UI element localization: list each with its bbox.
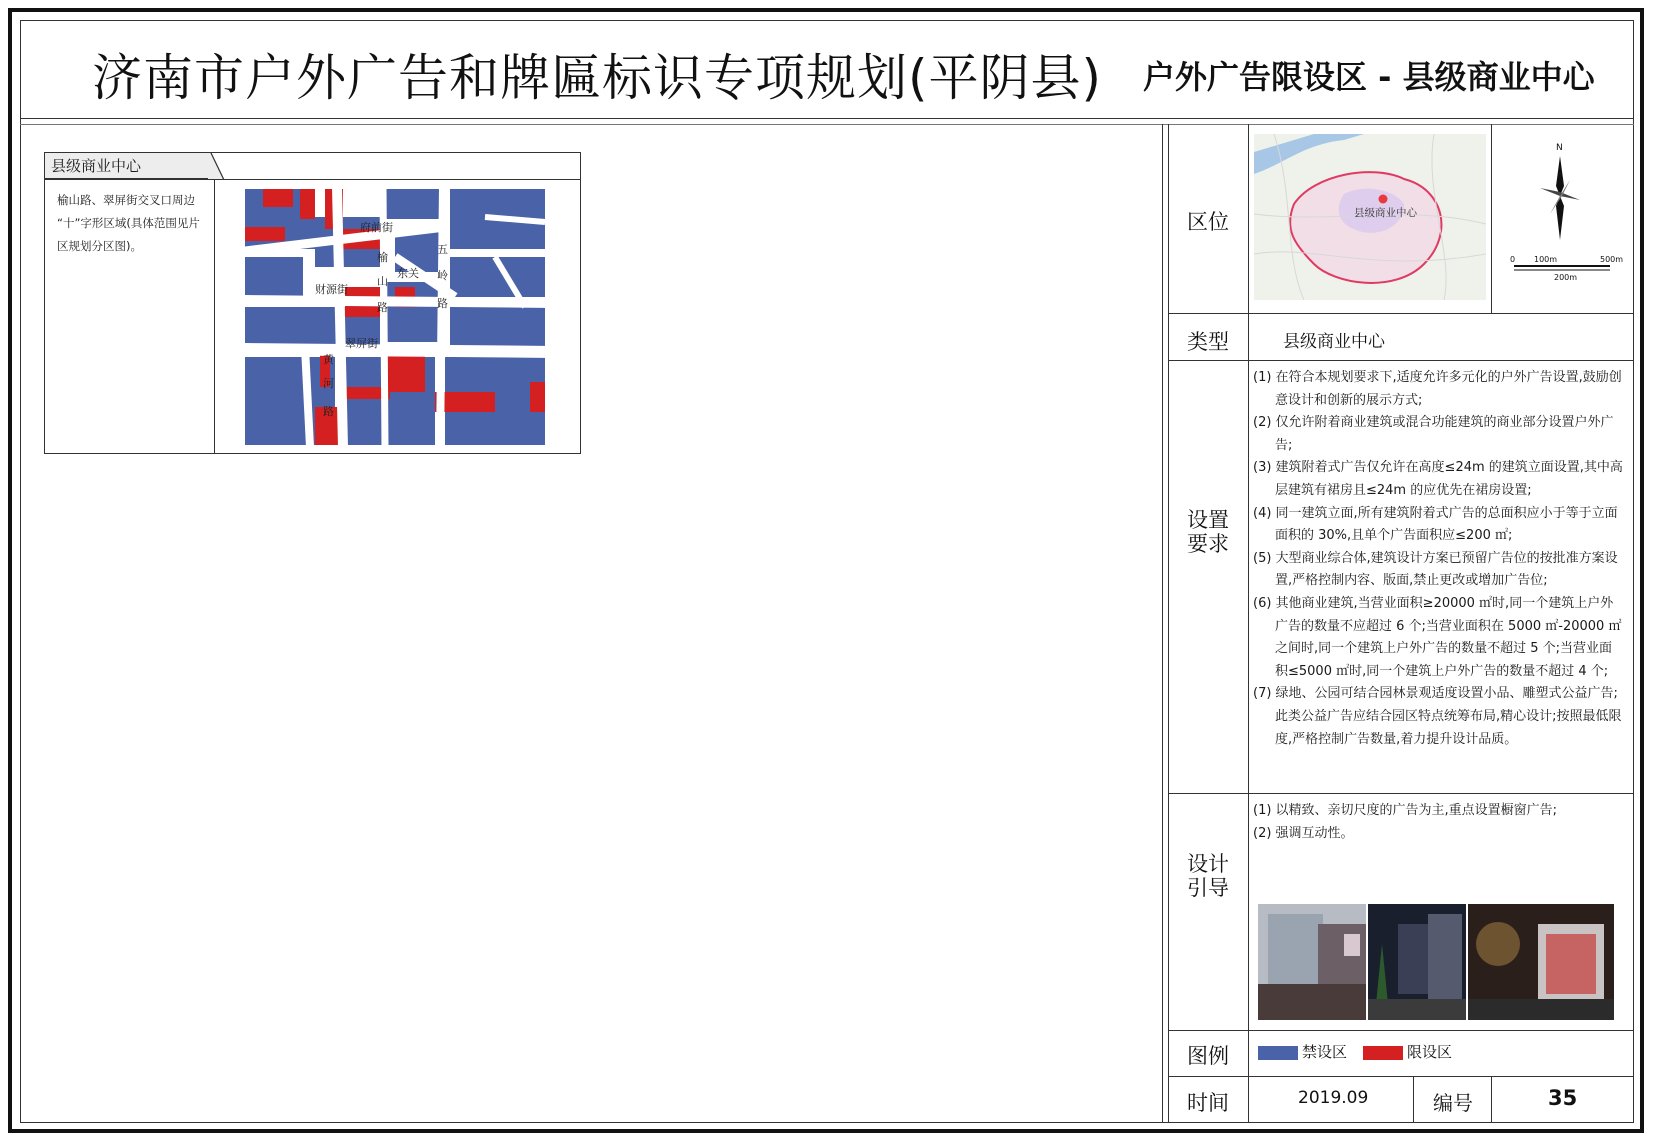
map-marker-label: 县级商业中心 [1354, 207, 1417, 219]
design-label-bottom: 引导 [1187, 876, 1229, 900]
table-row-divider [1168, 360, 1634, 361]
header-divider [20, 118, 1634, 119]
design-label [1168, 852, 1248, 900]
requirements-label-top: 设置 [1187, 508, 1229, 532]
scale-tick: 100m [1534, 255, 1558, 264]
requirement-item: (5) 大型商业综合体,建筑设计方案已预留广告位的按批准方案设置,严格控制内容、版面,禁止更改或增加广告位; [1253, 550, 1618, 589]
panel-divider [1162, 124, 1163, 1123]
map-label: 黄 [323, 353, 334, 366]
map-label: 财源街 [315, 283, 348, 296]
page-title: 济南市户外广告和牌匾标识专项规划(平阴县) [92, 49, 1103, 107]
requirement-item: (1) 在符合本规划要求下,适度允许多元化的户外广告设置,鼓励创意设计和创新的展示方式; [1253, 370, 1622, 408]
time-label: 时间 [1187, 1091, 1229, 1115]
number-value: 35 [1548, 1086, 1578, 1110]
table-row-divider [1168, 1076, 1634, 1077]
legend-item-label: 禁设区 [1302, 1043, 1348, 1061]
location-label: 区位 [1187, 210, 1229, 234]
table-row-divider [1168, 313, 1634, 314]
requirement-item: (7) 绿地、公园可结合园林景观适度设置小品、雕塑式公益广告;此类公益广告应结合园区特点统筹布局,精心设计;按照最低限度,严格控制广告数量,着力提升设计品质。 [1253, 686, 1622, 747]
map-label: 府前街 [360, 221, 393, 234]
map-label: 山 [377, 275, 388, 288]
table-col-divider [1491, 1076, 1492, 1123]
zone-description [57, 189, 207, 258]
map-label: 路 [437, 297, 448, 310]
map-label: 翠屏街 [345, 337, 378, 350]
reference-photos [1258, 904, 1614, 1020]
design-item: (1) 以精致、亲切尺度的广告为主,重点设置橱窗广告; [1253, 803, 1558, 818]
zone-map [245, 187, 555, 447]
table-col-divider [1491, 124, 1492, 313]
requirement-item: (6) 其他商业建筑,当营业面积≥20000 ㎡时,同一个建筑上户外广告的数量不应超过 6 个;当营业面积在 5000 ㎡-20000 ㎡之间时,同一个建筑上户外广告的数量不超过 5 个;当营业面积≤5000 ㎡时,同一个建筑上户外广告的数量不超过 4 个; [1253, 595, 1622, 679]
type-label: 类型 [1187, 330, 1229, 354]
table-col-divider [1248, 124, 1249, 1123]
table-row-divider [1168, 793, 1634, 794]
map-label: 河 [323, 377, 334, 390]
legend-item-label: 限设区 [1407, 1043, 1453, 1061]
requirement-item: (2) 仅允许附着商业建筑或混合功能建筑的商业部分设置户外广告; [1253, 415, 1614, 453]
design-item: (2) 强调互动性。 [1253, 825, 1354, 841]
compass-rose-icon [1510, 140, 1628, 290]
panel-divider-inner [1168, 124, 1169, 1123]
scale-tick: 500m [1600, 255, 1624, 264]
map-label: 路 [377, 301, 388, 314]
location-map [1254, 134, 1486, 300]
legend-label: 图例 [1187, 1044, 1229, 1068]
legend-swatch-forbidden [1258, 1046, 1298, 1060]
design-label-top: 设计 [1187, 852, 1229, 876]
map-label: 东关 [397, 267, 419, 280]
requirements-label [1168, 508, 1248, 556]
zone-description-line: 榆山路、翠屏街交叉口周边 [57, 193, 195, 207]
zone-description-line: “十”字形区域(具体范围见片 [57, 216, 200, 230]
map-label: 路 [323, 405, 334, 418]
zone-info-heading: 县级商业中心 [45, 153, 209, 179]
zone-info-box [44, 152, 581, 454]
scale-tick: 0 [1510, 255, 1516, 264]
legend-item [1258, 1041, 1347, 1062]
map-label: 榆 [377, 251, 388, 264]
requirement-item: (4) 同一建筑立面,所有建筑附着式广告的总面积应小于等于立面面积的 30%,且单个广告面积应≤200 ㎡; [1253, 505, 1618, 544]
requirements-label-bottom: 要求 [1187, 532, 1229, 556]
number-label: 编号 [1433, 1091, 1473, 1115]
requirement-item: (3) 建筑附着式广告仅允许在高度≤24m 的建筑立面设置,其中高层建筑有裙房且≤24m 的应优先在裙房设置; [1253, 460, 1623, 498]
north-label: N [1556, 143, 1563, 153]
zone-description-line: 区规划分区图)。 [57, 239, 142, 253]
legend-item [1363, 1041, 1452, 1062]
time-value: 2019.09 [1298, 1088, 1369, 1108]
map-label: 岭 [437, 269, 448, 282]
design-list [1253, 800, 1623, 845]
requirements-list [1253, 367, 1623, 751]
table-row-divider [1168, 1030, 1634, 1031]
type-value: 县级商业中心 [1283, 332, 1385, 352]
zone-info-heading-line [45, 179, 580, 180]
page-subtitle: 户外广告限设区 - 县级商业中心 [1143, 58, 1595, 96]
tab-slant-icon [208, 153, 226, 180]
map-label: 五 [437, 243, 448, 256]
table-col-divider [1413, 1076, 1414, 1123]
legend-swatch-restricted [1363, 1046, 1403, 1060]
header-divider-thin [20, 124, 1634, 125]
scale-sub-label: 200m [1554, 273, 1578, 282]
zone-info-divider [214, 179, 215, 453]
